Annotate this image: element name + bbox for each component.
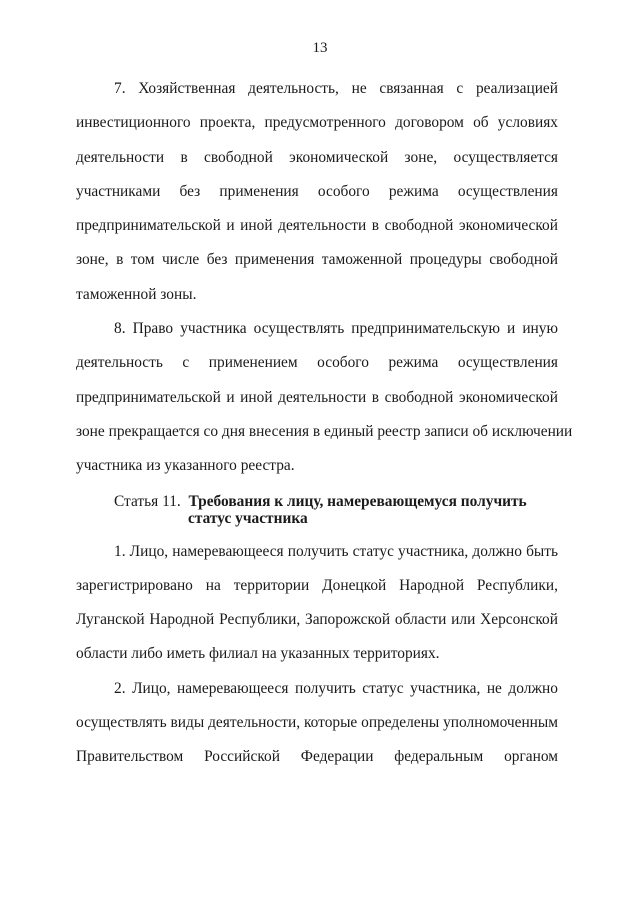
text-line: зоне прекращается со дня внесения в единый реестр записи об исключении bbox=[76, 422, 573, 440]
text-line: 7. Хозяйственная деятельность, не связанная с реализацией bbox=[114, 80, 558, 97]
paragraph-7 bbox=[76, 72, 558, 312]
text-line: 1. Лицо, намеревающееся получить статус участника, должно быть bbox=[114, 542, 558, 560]
text-line: деятельности в свободной экономической зоне, осуществляется bbox=[76, 148, 558, 166]
article-title-line-2: статус участника bbox=[188, 509, 308, 527]
text-line: области либо иметь филиал на указанных территориях. bbox=[76, 645, 440, 663]
text-line: деятельность с применением особого режима осуществления bbox=[76, 354, 558, 372]
text-line: Луганской Народной Республики, Запорожской области или Херсонской bbox=[76, 611, 558, 629]
paragraph-article-11-1 bbox=[76, 535, 558, 672]
text-line: таможенной зоны. bbox=[76, 285, 197, 303]
text-line: предпринимательской и иной деятельности в свободной экономической bbox=[76, 388, 558, 406]
text-line: зарегистрировано на территории Донецкой Народной Республики, bbox=[76, 576, 558, 594]
paragraph-article-11-2 bbox=[76, 672, 558, 775]
text-line: 8. Право участника осуществлять предпринимательскую и иную bbox=[114, 320, 558, 338]
article-heading bbox=[76, 493, 558, 527]
text-line: участниками без применения особого режима осуществления bbox=[76, 182, 558, 200]
document-body bbox=[76, 72, 573, 775]
paragraph-8 bbox=[76, 312, 573, 483]
text-line: инвестиционного проекта, предусмотренного договором об условиях bbox=[76, 114, 558, 132]
text-line: осуществлять виды деятельности, которые определены уполномоченным bbox=[76, 714, 558, 732]
article-title-line-1: Требования к лицу, намеревающемуся получить bbox=[188, 492, 527, 510]
text-line: 2. Лицо, намеревающееся получить статус участника, не должно bbox=[114, 679, 558, 697]
text-line: предпринимательской и иной деятельности в свободной экономической bbox=[76, 217, 558, 235]
text-line: зоне, в том числе без применения таможенной процедуры свободной bbox=[76, 251, 558, 269]
text-line: участника из указанного реестра. bbox=[76, 457, 295, 475]
page-number: 13 bbox=[312, 40, 328, 56]
article-number: Статья 11. bbox=[114, 492, 181, 510]
text-line: Правительством Российской Федерации федеральным органом bbox=[76, 748, 558, 766]
